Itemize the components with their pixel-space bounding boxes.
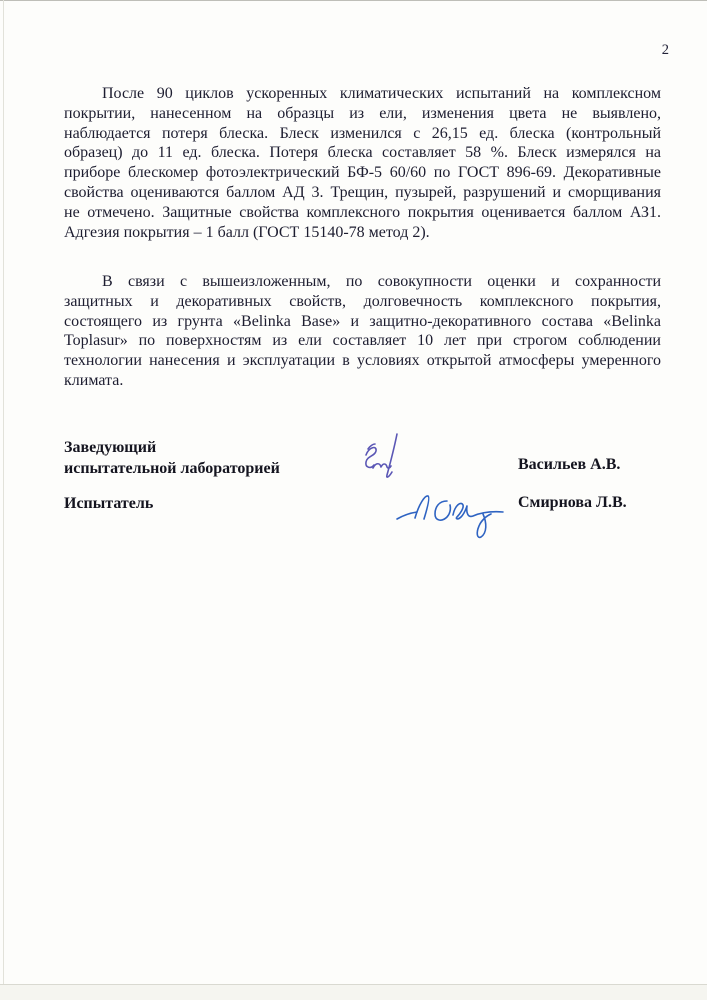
signer-title-head-of-lab <box>64 437 280 479</box>
paragraph-line: образец) до 11 ед. блеска. Потеря блеска составляет 58 %. Блеск измерялся на <box>64 144 661 162</box>
page-number: 2 <box>661 42 669 58</box>
paragraph-conclusion <box>64 272 661 391</box>
signer-title-tester: Испытатель <box>64 495 154 512</box>
signer-title-line: испытательной лабораторией <box>64 460 280 477</box>
signer-title-line: Заведующий <box>64 439 157 456</box>
signer-name-vasiliev: Васильев А.В. <box>518 456 621 473</box>
paragraph-line: Адгезия покрытия – 1 балл (ГОСТ 15140-78 метод 2). <box>64 223 430 241</box>
paragraph-line: не отмечено. Защитные свойства комплексного покрытия оценивается баллом АЗ1. <box>64 203 661 221</box>
smirnova-handwritten-signature-icon <box>394 486 506 544</box>
paragraph-line: приборе блескомер фотоэлектрический БФ-5 60/60 по ГОСТ 896-69. Декоративные <box>64 164 661 182</box>
paragraph-line: наблюдается потеря блеска. Блеск изменился с 26,15 ед. блеска (контрольный <box>64 124 661 142</box>
paragraph-line: климата. <box>64 371 124 389</box>
paragraph-line: состоящего из грунта «Belinka Base» и защитно-декоративного состава «Belinka <box>64 312 661 330</box>
paragraph-line: технологии нанесения и эксплуатации в условиях открытой атмосферы умеренного <box>64 352 661 370</box>
scan-below-edge <box>0 985 707 1000</box>
paragraph-test-results <box>64 84 661 242</box>
scan-left-edge <box>3 0 4 1000</box>
paragraph-line: После 90 циклов ускоренных климатических испытаний на комплексном <box>102 85 661 102</box>
vasiliev-handwritten-signature-icon <box>354 429 406 489</box>
paragraph-line: Toplasur» по поверхностям из ели составляет 10 лет при строгом соблюдении <box>64 332 661 350</box>
paragraph-line: защитных и декоративных свойств, долговечность комплексного покрытия, <box>64 292 661 310</box>
paragraph-line: покрытии, нанесенном на образцы из ели, изменения цвета не выявлено, <box>64 104 661 122</box>
scan-top-edge <box>0 0 707 1</box>
signer-name-smirnova: Смирнова Л.В. <box>518 494 627 511</box>
paragraph-line: свойства оцениваются баллом АД 3. Трещин, пузырей, разрушений и сморщивания <box>64 183 661 201</box>
paragraph-line: В связи с вышеизложенным, по совокупности оценки и сохранности <box>102 273 661 290</box>
